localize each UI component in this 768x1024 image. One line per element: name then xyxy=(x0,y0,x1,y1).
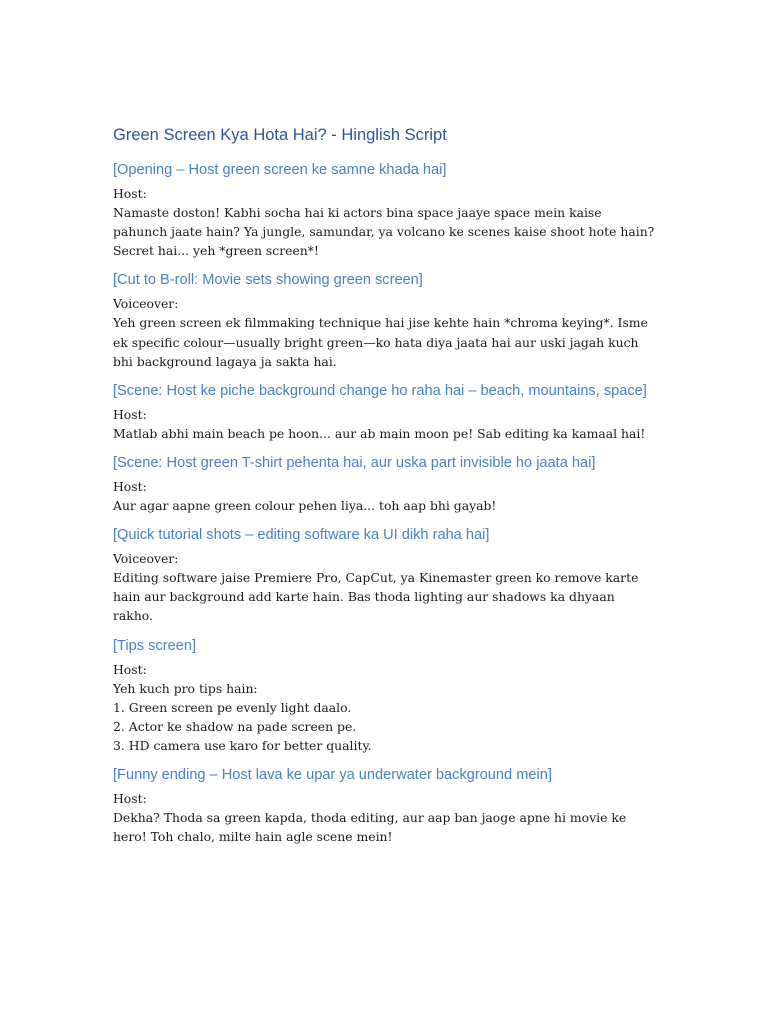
section-heading: [Tips screen] xyxy=(113,637,196,654)
section-heading: [Scene: Host ke piche background change ho raha hai – beach, mountains, space] xyxy=(113,382,647,399)
tip-item: 3. HD camera use karo for better quality. xyxy=(113,737,372,753)
dialogue-line: Aur agar aapne green colour pehen liya... toh aap bhi gayab! xyxy=(113,498,497,514)
section-tutorial xyxy=(113,523,658,625)
section-broll xyxy=(113,268,658,370)
dialogue-line: Editing software jaise Premiere Pro, CapCut, ya Kinemaster green ko remove karte hain aur background add karte hain. Bas thoda lighting aur shadows ka dhyaan rakho. xyxy=(113,570,639,624)
dialogue-line: Yeh green screen ek filmmaking technique hai jise kehte hain *chroma keying*. Isme ek specific colour—usually bright green—ko hata diya jaata hai aur uski jagah kuch bhi background lagaya ja sakta hai. xyxy=(113,315,648,369)
section-heading: [Quick tutorial shots – editing software ka UI dikh raha hai] xyxy=(113,527,490,544)
speaker-label: Voiceover: xyxy=(113,551,179,567)
section-heading: [Scene: Host green T-shirt pehenta hai, aur uska part invisible ho jaata hai] xyxy=(113,454,596,471)
section-heading: [Opening – Host green screen ke samne khada hai] xyxy=(113,162,447,178)
dialogue-line: Yeh kuch pro tips hain: xyxy=(113,680,258,696)
section-tips xyxy=(113,634,658,755)
speaker-label: Host: xyxy=(113,478,147,494)
dialogue-line: Matlab abhi main beach pe hoon... aur ab main moon pe! Sab editing ka kamaal hai! xyxy=(113,425,646,441)
document-title: Green Screen Kya Hota Hai? - Hinglish Script xyxy=(113,126,447,144)
section-green-tshirt xyxy=(113,451,658,515)
tip-item: 2. Actor ke shadow na pade screen pe. xyxy=(113,718,357,734)
speaker-label: Voiceover: xyxy=(113,296,179,312)
section-funny-ending xyxy=(113,763,658,846)
tip-item: 1. Green screen pe evenly light daalo. xyxy=(113,699,352,715)
document-page xyxy=(113,122,658,846)
dialogue-line: Dekha? Thoda sa green kapda, thoda editing, aur aap ban jaoge apne hi movie ke hero! Toh chalo, milte hain agle scene mein! xyxy=(113,810,627,845)
section-background-change xyxy=(113,379,658,443)
section-heading: [Funny ending – Host lava ke upar ya underwater background mein] xyxy=(113,766,552,783)
speaker-label: Host: xyxy=(113,790,147,806)
speaker-label: Host: xyxy=(113,186,147,201)
dialogue-line: Namaste doston! Kabhi socha hai ki actors bina space jaaye space mein kaise pahunch jaate hain? Ya jungle, samundar, ya volcano ke scenes kaise shoot hote hain? Secret hai... yeh *green screen*! xyxy=(113,205,655,259)
section-opening xyxy=(113,158,658,260)
speaker-label: Host: xyxy=(113,406,147,422)
speaker-label: Host: xyxy=(113,661,147,677)
section-heading: [Cut to B-roll: Movie sets showing green screen] xyxy=(113,272,423,289)
